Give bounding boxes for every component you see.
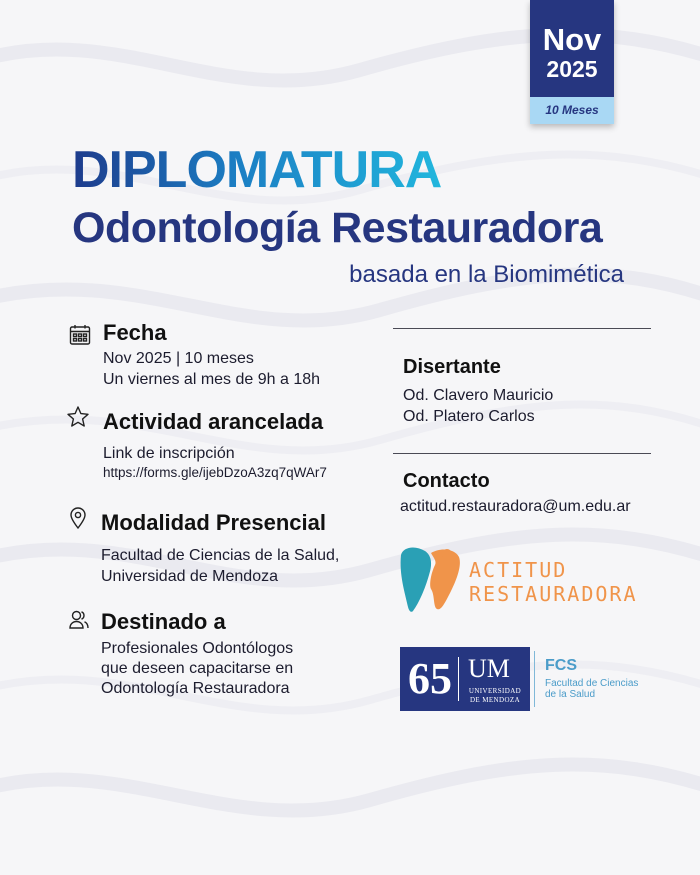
contact-email[interactable]: actitud.restauradora@um.edu.ar — [400, 498, 631, 515]
fecha-schedule: Un viernes al mes de 9h a 18h — [103, 371, 321, 388]
fcs-logo-title: FCS — [545, 657, 577, 674]
fecha-heading: Fecha — [103, 320, 167, 345]
star-icon — [66, 405, 90, 429]
fcs-logo-line1: Facultad de Ciencias — [545, 678, 639, 689]
um-logo-sub2: DE MENDOZA — [469, 696, 521, 704]
title-diplomatura: DIPLOMATURA — [72, 141, 442, 199]
tooth-logo-icon — [397, 545, 463, 615]
um-logo-sub1: UNIVERSIDAD — [468, 687, 522, 695]
speaker-item: Od. Platero Carlos — [403, 408, 535, 425]
destinado-line3: Odontología Restauradora — [101, 680, 290, 697]
destinado-line2: que deseen capacitarse en — [101, 660, 294, 677]
badge-month: Nov — [542, 22, 602, 57]
um-anniversary-number: 65 — [408, 654, 452, 703]
modalidad-faculty: Facultad de Ciencias de la Salud, — [101, 547, 340, 564]
badge-year: 2025 — [546, 56, 598, 82]
divider-bottom — [393, 453, 651, 454]
inscripcion-label: Link de inscripción — [103, 445, 235, 462]
fcs-logo-line2: de la Salud — [545, 689, 596, 700]
fcs-divider — [534, 651, 535, 707]
actitud-logo-line1: ACTITUD — [469, 558, 568, 582]
contacto-heading: Contacto — [403, 470, 490, 492]
date-badge — [530, 0, 614, 124]
fecha-dates: Nov 2025 | 10 meses — [103, 350, 254, 367]
badge-duration: 10 Meses — [530, 97, 614, 124]
calendar-icon — [68, 323, 92, 347]
um-logo-title: UM — [468, 654, 510, 683]
title-main: Odontología Restauradora — [72, 204, 603, 252]
destinado-line1: Profesionales Odontólogos — [101, 640, 294, 657]
disertante-heading: Disertante — [403, 356, 501, 378]
actividad-heading: Actividad arancelada — [103, 409, 324, 434]
inscripcion-link[interactable]: https://forms.gle/ijebDzoA3zq7qWAr7 — [103, 465, 327, 480]
universidad-mendoza-logo — [400, 647, 530, 711]
title-subtitle: basada en la Biomimética — [349, 261, 624, 288]
actitud-logo-line2: RESTAURADORA — [469, 582, 638, 606]
actitud-restauradora-logo — [397, 545, 638, 615]
modalidad-university: Universidad de Mendoza — [101, 568, 278, 585]
users-icon — [67, 608, 91, 632]
divider-top — [393, 328, 651, 329]
modalidad-heading: Modalidad Presencial — [101, 510, 326, 535]
speaker-item: Od. Clavero Mauricio — [403, 387, 554, 404]
location-pin-icon — [66, 506, 90, 530]
destinado-heading: Destinado a — [101, 609, 226, 634]
um-logo-divider — [458, 657, 459, 701]
